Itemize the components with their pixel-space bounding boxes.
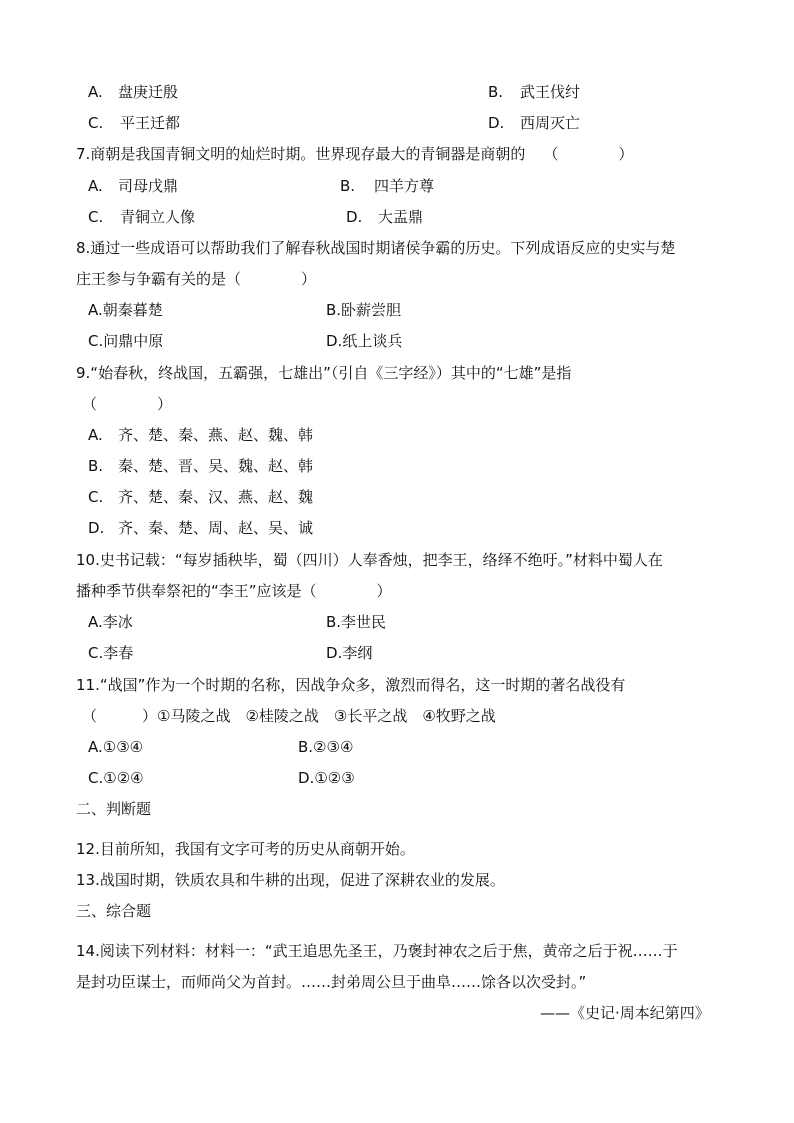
option-text: 四羊方尊: [374, 177, 435, 195]
option-text: 青铜立人像: [120, 208, 196, 226]
option-text: 盘庚迁殷: [118, 83, 179, 101]
q12-statement: 12.目前所知，我国有文字可考的历史从商朝开始。: [76, 840, 415, 858]
option-label: B.: [488, 83, 504, 101]
option-text: 齐、楚、秦、汉、燕、赵、魏: [118, 488, 314, 506]
q6-option-b: [488, 82, 580, 102]
q9-stem-line1: 9.“始春秋，终战国，五霸强，七雄出”（引自《三字经》）其中的“七雄”是指: [76, 364, 572, 382]
option-label: B.: [340, 177, 356, 195]
option-text: 司母戊鼎: [118, 177, 179, 195]
q7-option-d: [346, 207, 423, 227]
q11-stem-line1: 11.“战国”作为一个时期的名称，因战争众多，激烈而得名，这一时期的著名战役有: [76, 676, 626, 694]
option-text: 西周灭亡: [520, 114, 581, 132]
option-label: C.: [88, 208, 104, 226]
option-label: A.: [88, 83, 103, 101]
q10-option-b: B.李世民: [326, 613, 387, 631]
q9-option-c: [88, 487, 313, 507]
q14-material-line2: 是封功臣谋士，而师尚父为首封。……封弟周公旦于曲阜……馀各以次受封。”: [76, 973, 587, 991]
q8-stem-line2: 庄王参与争霸有关的是（ ）: [76, 270, 317, 288]
q11-option-d: D.①②③: [298, 769, 355, 787]
q8-option-a: A.朝秦暮楚: [88, 301, 163, 319]
answer-blank: （ ）: [543, 145, 634, 163]
option-label: D.: [88, 519, 105, 537]
option-label: C.: [88, 488, 104, 506]
option-text: 齐、楚、秦、燕、赵、魏、韩: [118, 426, 314, 444]
q8-option-d: D.纸上谈兵: [326, 332, 403, 350]
q6-option-a: [88, 82, 178, 102]
section-heading-judgement: 二、判断题: [76, 800, 152, 818]
q11-option-b: B.②③④: [298, 738, 354, 756]
option-text: 秦、楚、晋、吴、魏、赵、韩: [118, 457, 314, 475]
option-label: B.: [88, 457, 104, 475]
q7-stem: [76, 144, 633, 164]
q13-statement: 13.战国时期，铁质农具和牛耕的出现，促进了深耕农业的发展。: [76, 871, 505, 889]
q14-source-citation: ——《史记·周本纪第四》: [540, 1004, 710, 1022]
q8-stem-line1: 8.通过一些成语可以帮助我们了解春秋战国时期诸侯争霸的历史。下列成语反应的史实与楚: [76, 239, 676, 257]
q10-option-a: A.李冰: [88, 613, 133, 631]
q6-option-d: [488, 113, 580, 133]
q10-stem-line2: 播种季节供奉祭祀的“李王”应该是（ ）: [76, 582, 392, 600]
option-text: 平王迁都: [120, 114, 181, 132]
q7-stem-text: 7.商朝是我国青铜文明的灿烂时期。世界现存最大的青铜器是商朝的: [76, 145, 526, 163]
option-label: A.: [88, 177, 103, 195]
section-heading-comprehensive: 三、综合题: [76, 902, 152, 920]
option-text: 大盂鼎: [378, 208, 424, 226]
q8-option-b: B.卧薪尝胆: [326, 301, 402, 319]
q14-material-line1: 14.阅读下列材料：材料一：“武王追思先圣王，乃褒封神农之后于焦，黄帝之后于祝……于: [76, 942, 678, 960]
q11-option-c: C.①②④: [88, 769, 144, 787]
option-text: 武王伐纣: [520, 83, 581, 101]
option-label: A.: [88, 426, 103, 444]
q9-option-a: [88, 425, 313, 445]
option-text: 齐、秦、楚、周、赵、吴、诚: [118, 519, 314, 537]
q9-stem-line2: （ ）: [82, 395, 173, 413]
q11-option-a: A.①③④: [88, 738, 144, 756]
q8-option-c: C.问鼎中原: [88, 332, 164, 350]
q9-option-d: [88, 518, 313, 538]
option-label: D.: [346, 208, 363, 226]
q10-option-d: D.李纲: [326, 644, 373, 662]
q9-option-b: [88, 456, 313, 476]
q10-stem-line1: 10.史书记载：“每岁插秧毕，蜀（四川）人奉香烛，把李王，络绎不绝吁。”材料中蜀人在: [76, 551, 663, 569]
q7-option-b: [340, 176, 434, 196]
q11-stem-line2: （ ）①马陵之战 ②桂陵之战 ③长平之战 ④牧野之战: [82, 707, 496, 725]
q10-option-c: C.李春: [88, 644, 134, 662]
q6-option-c: [88, 113, 180, 133]
q7-option-c: [88, 207, 195, 227]
option-label: C.: [88, 114, 104, 132]
q7-option-a: [88, 176, 178, 196]
option-label: D.: [488, 114, 505, 132]
